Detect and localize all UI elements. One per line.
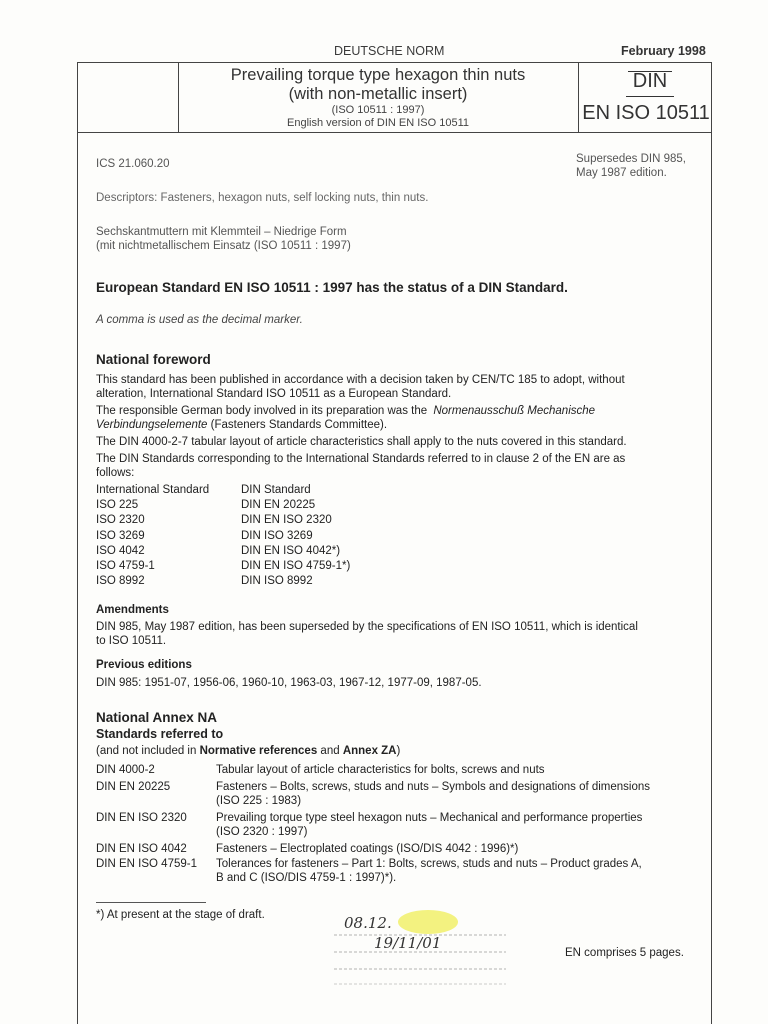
table-cell-iso: ISO 4759-1 <box>96 559 155 572</box>
table-cell-din: DIN EN ISO 4759-1*) <box>241 559 351 572</box>
foreword-p2-committee-en: (Fasteners Standards Committee). <box>210 419 388 431</box>
handwritten-date-2: 19/11/01 <box>374 934 442 952</box>
handwritten-date-1: 08.12. <box>344 914 392 932</box>
title-english-version: English version of DIN EN ISO 10511 <box>287 117 469 129</box>
foreword-p3: The DIN 4000-2-7 tabular layout of article characteristics shall apply to the nuts covered in this standard. <box>96 436 627 448</box>
received-stamp <box>316 880 516 990</box>
ics-code: ICS 21.060.20 <box>96 158 170 170</box>
foreword-p2-line-1 <box>96 404 706 418</box>
annex-intro-normative: Normative references <box>199 745 318 757</box>
annex-desc-line: (ISO 2320 : 1997) <box>216 826 308 838</box>
annex-heading: National Annex NA <box>96 710 218 725</box>
supersedes-line-2: May 1987 edition. <box>576 167 667 179</box>
highlight-mark <box>398 910 458 934</box>
page-count: EN comprises 5 pages. <box>565 947 684 959</box>
table-cell-din: DIN EN ISO 2320 <box>241 514 332 527</box>
table-cell-iso: ISO 8992 <box>96 575 145 588</box>
document-title <box>178 66 578 104</box>
annex-subheading: Standards referred to <box>96 727 224 741</box>
supersedes-line-1: Supersedes DIN 985, <box>576 153 686 165</box>
annex-codes <box>96 763 216 872</box>
table-cell-iso: ISO 4042 <box>96 544 145 557</box>
annex-desc-line: (ISO 225 : 1983) <box>216 795 302 807</box>
document-type: DEUTSCHE NORM <box>334 44 445 58</box>
din-logo-underline <box>626 96 674 97</box>
annex-descriptions <box>216 763 706 885</box>
decimal-marker-note: A comma is used as the decimal marker. <box>96 314 303 326</box>
german-title <box>96 225 351 253</box>
foreword-p2-committee: Normenausschuß Mechanische <box>433 405 596 417</box>
amendments-body <box>96 620 706 648</box>
annex-row-code: DIN EN ISO 4042 <box>96 843 187 855</box>
foreword-body <box>96 373 706 480</box>
din-logo: DIN <box>632 70 668 92</box>
title-line-2: (with non-metallic insert) <box>288 85 468 103</box>
annex-row-code: DIN EN 20225 <box>96 781 171 793</box>
table-cell-din: DIN ISO 3269 <box>241 529 313 542</box>
status-statement: European Standard EN ISO 10511 : 1997 has the status of a DIN Standard. <box>96 280 568 295</box>
annex-desc-line: Prevailing torque type steel hexagon nuts – Mechanical and performance properties <box>216 812 643 824</box>
annex-desc-line: Fasteners – Electroplated coatings (ISO/DIS 4042 : 1996)*) <box>216 843 519 855</box>
annex-row-desc <box>216 842 706 857</box>
foreword-p1-line-1: This standard has been published in accordance with a decision taken by CEN/TC 185 to adopt, without <box>96 374 625 386</box>
annex-intro-close: ) <box>396 745 401 757</box>
foreword-p2-line-2 <box>96 418 706 432</box>
foreword-p2-committee-cont: Verbindungselemente <box>96 419 208 431</box>
table-cell-iso: ISO 2320 <box>96 514 145 527</box>
footnote: *) At present at the stage of draft. <box>96 909 265 921</box>
foreword-p4-line-2: follows: <box>96 467 135 479</box>
annex-intro-annex: Annex ZA <box>342 745 397 757</box>
title-iso-number: (ISO 10511 : 1997) <box>331 104 425 116</box>
table-header-din: DIN Standard <box>241 484 311 496</box>
annex-desc-line: B and C (ISO/DIS 4759-1 : 1997)*). <box>216 872 397 884</box>
standard-number: EN ISO 10511 <box>582 102 710 124</box>
previous-editions-list: DIN 985: 1951-07, 1956-06, 1960-10, 1963-03, 1967-12, 1977-09, 1987-05. <box>96 677 482 689</box>
correspondence-table-iso <box>96 483 236 589</box>
german-title-line-1: Sechskantmuttern mit Klemmteil – Niedrige Form <box>96 226 347 238</box>
foreword-p1-line-2: alteration, International Standard ISO 10511 as a European Standard. <box>96 388 452 400</box>
amendments-heading: Amendments <box>96 604 169 616</box>
foreword-p4-line-1: The DIN Standards corresponding to the International Standards referred to in clause 2 of the EN are as <box>96 453 626 465</box>
publication-date: February 1998 <box>621 44 706 58</box>
title-line-1: Prevailing torque type hexagon thin nuts <box>230 66 526 84</box>
annex-intro <box>96 744 400 758</box>
annex-intro-and: and <box>320 745 340 757</box>
annex-desc-line: Tabular layout of article characteristics for bolts, screws and nuts <box>216 764 545 776</box>
foreword-p2-text: The responsible German body involved in its preparation was the <box>96 405 428 417</box>
title-divider-right <box>578 62 579 133</box>
supersedes-note <box>576 152 706 180</box>
title-subinfo <box>178 104 578 130</box>
amendments-line-2: to ISO 10511. <box>96 635 167 647</box>
table-cell-iso: ISO 225 <box>96 499 139 512</box>
foreword-heading: National foreword <box>96 352 211 367</box>
annex-desc-line: Tolerances for fasteners – Part 1: Bolts, screws, studs and nuts – Product grades A, <box>216 858 642 870</box>
annex-row-desc <box>216 780 706 811</box>
correspondence-table-din <box>241 483 421 589</box>
table-cell-iso: ISO 3269 <box>96 529 145 542</box>
annex-row-desc <box>216 811 706 842</box>
amendments-line-1: DIN 985, May 1987 edition, has been superseded by the specifications of EN ISO 10511, which is identical <box>96 621 638 633</box>
footnote-rule <box>96 902 206 903</box>
annex-row-code: DIN 4000-2 <box>96 764 155 776</box>
table-cell-din: DIN EN ISO 4042*) <box>241 544 341 557</box>
previous-editions-heading: Previous editions <box>96 659 192 671</box>
descriptors: Descriptors: Fasteners, hexagon nuts, self locking nuts, thin nuts. <box>96 192 429 204</box>
annex-row-code: DIN EN ISO 2320 <box>96 812 187 824</box>
german-title-line-2: (mit nichtmetallischem Einsatz (ISO 10511 : 1997) <box>96 240 351 252</box>
table-cell-din: DIN ISO 8992 <box>241 575 313 588</box>
annex-desc-line: Fasteners – Bolts, screws, studs and nuts – Symbols and designations of dimensions <box>216 781 651 793</box>
table-cell-din: DIN EN 20225 <box>241 499 316 512</box>
annex-row-code: DIN EN ISO 4759-1 <box>96 858 197 870</box>
annex-row-desc <box>216 763 706 780</box>
table-header-international: International Standard <box>96 484 210 496</box>
annex-intro-text: (and not included in <box>96 745 197 757</box>
